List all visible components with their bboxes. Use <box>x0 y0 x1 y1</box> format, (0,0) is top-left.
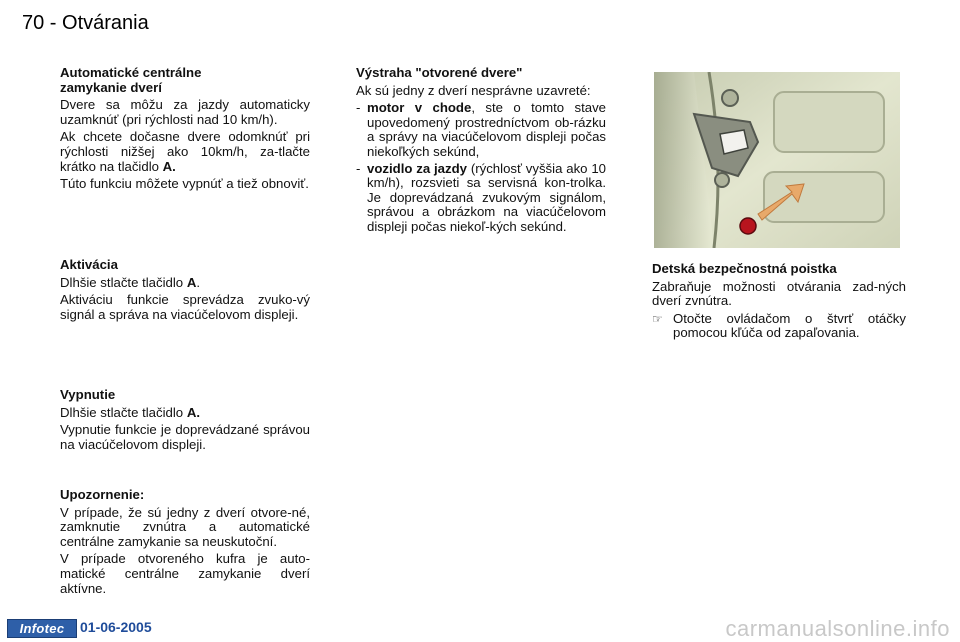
list-item-text: (rýchlosť vyššia ako 10 km/h), rozsvieti sa servisná kon-trolka. Je doprevádzaná zvukovým signálom, správou a obrázkom na viacúčelovom displeji počas niekoľ-kých sekúnd. <box>367 160 606 234</box>
key-label: A <box>186 274 197 290</box>
section-heading <box>60 66 310 95</box>
child-lock-photo <box>654 72 900 248</box>
door-illustration <box>654 72 900 248</box>
paragraph-text: Dlhšie stlačte tlačidlo <box>60 404 187 420</box>
paragraph: Ak sú jedny z dverí nesprávne uzavreté: <box>356 82 591 98</box>
paragraph-text: . <box>196 274 201 290</box>
footer-date: 01-06-2005 <box>80 619 152 635</box>
section-activation <box>60 258 310 325</box>
section-deactivation <box>60 388 310 455</box>
warning-list <box>356 101 606 234</box>
paragraph: Túto funkciu môžete vypnúť a tiež obnoviť. <box>60 176 309 192</box>
heading-line-1: Automatické centrálne <box>60 65 202 80</box>
list-item-text: , ste o tomto stave upovedomený prostredníctvom ob-rázku a správy na viacúčelovom displeji počas niekoľkých sekúnd, <box>367 100 607 159</box>
paragraph-text: Dlhšie stlačte tlačidlo <box>60 274 187 290</box>
list-item <box>356 101 606 159</box>
paragraph: Zabraňuje možnosti otvárania zad-ných dverí zvnútra. <box>652 278 906 309</box>
watermark: carmanualsonline.info <box>725 616 950 641</box>
infotec-logo: Infotec <box>7 619 77 638</box>
dash-marker: - <box>356 160 361 176</box>
list-item-bold: motor v chode <box>367 100 472 116</box>
section-warning <box>60 488 310 599</box>
list-item-text: Otočte ovládačom o štvrť otáčky pomocou kľúča od zapaľovania. <box>673 310 906 341</box>
list-item <box>652 312 906 341</box>
right-column <box>652 262 906 343</box>
heading-line-2: zamykanie dverí <box>60 79 162 95</box>
section-heading: Detská bezpečnostná poistka <box>652 261 837 276</box>
list-item <box>356 162 606 235</box>
page-title: 70 - Otvárania <box>22 12 149 34</box>
key-label: A. <box>162 158 176 174</box>
dash-marker: - <box>356 100 361 116</box>
paragraph: V prípade otvoreného kufra je auto-matické centrálne zamykanie dverí aktívne. <box>60 551 310 596</box>
pointing-hand-icon: ☞ <box>652 311 663 326</box>
instruction-list <box>652 312 906 341</box>
paragraph: Vypnutie funkcie je doprevádzané správou na viacúčelovom displeji. <box>60 422 310 452</box>
paragraph: V prípade, že sú jedny z dverí otvore-né, zamknutie zvnútra a automatické centrálne zamykanie sa neuskutoční. <box>60 504 310 549</box>
section-heading: Vypnutie <box>60 387 116 402</box>
section-heading: Aktivácia <box>60 257 118 272</box>
key-label: A. <box>186 404 200 420</box>
paragraph <box>60 130 310 174</box>
paragraph <box>60 276 310 291</box>
list-item-bold: vozidlo za jazdy <box>367 160 467 176</box>
paragraph: Aktiváciu funkcie sprevádza zvuko-vý signál a správa na viacúčelovom displeji. <box>60 292 310 322</box>
section-auto-lock <box>60 66 310 195</box>
paragraph-text: Ak chcete dočasne dvere odomknúť pri rýchlosti nižšej ako 10km/h, za-tlačte krátko na tlačidlo <box>60 129 310 174</box>
section-heading: Upozornenie: <box>60 487 145 502</box>
paragraph: Dvere sa môžu za jazdy automaticky uzamknúť (pri rýchlosti nad 10 km/h). <box>60 97 310 127</box>
middle-column <box>356 66 606 237</box>
paragraph <box>60 406 310 421</box>
section-heading: Výstraha "otvorené dvere" <box>356 65 523 80</box>
